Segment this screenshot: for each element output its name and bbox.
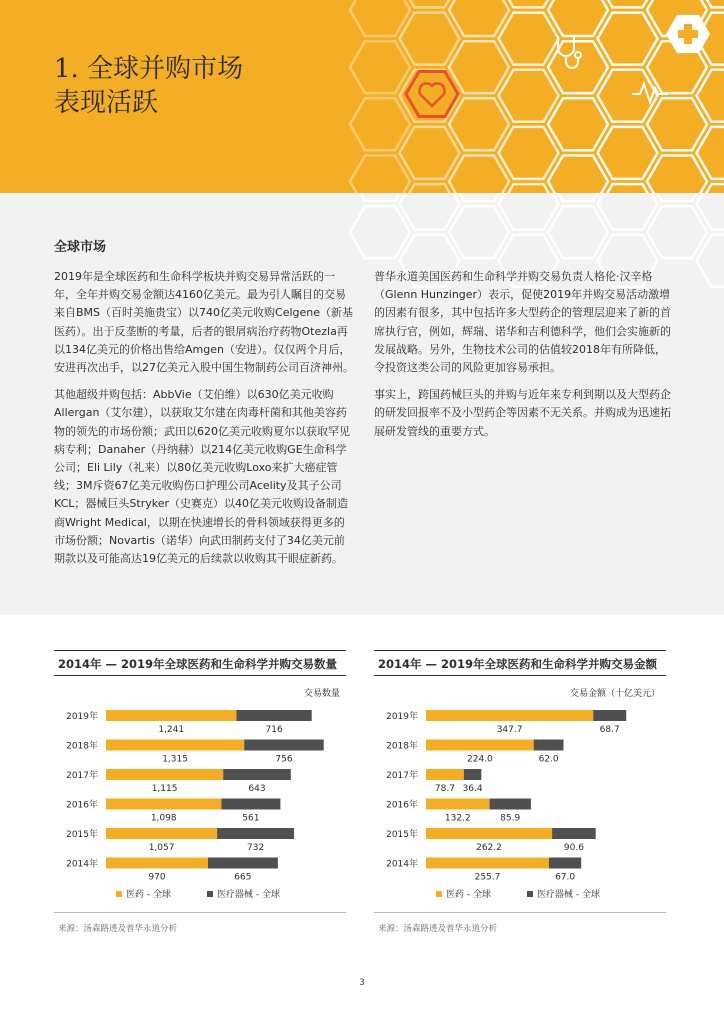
bar-segment	[426, 710, 593, 721]
hexagon-outline	[499, 127, 559, 179]
hexagon-outline	[647, 156, 707, 194]
hexagon-outline	[598, 193, 658, 230]
chart-deal-value-svg	[374, 650, 666, 940]
legend-swatch	[436, 891, 442, 897]
legend-swatch	[207, 891, 213, 897]
data-label: 262.2	[476, 843, 502, 853]
bar-segment	[490, 799, 531, 810]
bar-segment	[106, 828, 217, 839]
category-label: 2018年	[66, 741, 98, 752]
data-label: 85.9	[500, 813, 521, 824]
chart-title: 2014年 — 2019年全球医药和生命科学并购交易数量	[58, 657, 338, 671]
page-title-line1: 1. 全球并购市场	[54, 54, 244, 84]
section-heading: 全球市场	[54, 240, 107, 255]
right-column	[374, 268, 674, 450]
hexagon-outline	[449, 0, 509, 36]
data-label: 1,115	[151, 784, 178, 794]
data-label: 732	[247, 843, 265, 853]
data-label: 561	[242, 813, 260, 824]
hexagon-outline	[350, 98, 410, 150]
page-title-line2: 表现活跃	[54, 88, 159, 118]
category-label: 2019年	[386, 712, 418, 722]
left-column	[54, 268, 354, 577]
hexagon-outline	[548, 41, 608, 93]
bar-segment	[426, 769, 464, 780]
data-label: 78.7	[434, 784, 455, 794]
data-label: 643	[248, 784, 266, 794]
category-label: 2016年	[66, 800, 98, 811]
data-label: 90.6	[563, 843, 584, 853]
hexagon-outline	[449, 41, 509, 93]
hexagon-outline	[400, 193, 460, 230]
category-label: 2014年	[386, 859, 418, 870]
bar-segment	[106, 740, 244, 751]
category-label: 2015年	[386, 830, 418, 840]
category-label: 2014年	[66, 859, 98, 870]
legend-label: 医疗器械 - 全球	[217, 890, 280, 900]
data-label: 62.0	[538, 754, 559, 765]
hexagon-outline	[499, 193, 559, 230]
header-banner	[0, 0, 724, 193]
heart-icon	[406, 72, 458, 117]
bar-segment	[426, 828, 552, 839]
bar-segment	[217, 828, 294, 839]
category-label: 2017年	[386, 771, 418, 781]
hexagon-outline	[400, 13, 460, 65]
data-label: 347.7	[496, 725, 523, 735]
data-label: 970	[148, 872, 166, 883]
legend-label: 医药 - 全球	[126, 890, 171, 900]
bar-segment	[534, 740, 564, 751]
hexagon-outline	[548, 206, 608, 258]
chart-source: 来源：汤森路透及普华永道分析	[378, 924, 498, 934]
data-label: 132.2	[444, 813, 471, 824]
chart-source: 来源：汤森路透及普华永道分析	[58, 924, 178, 934]
paragraph: 其他超级并购包括：AbbVie（艾伯维）以630亿美元收购Allergan（艾尔建），以获取艾尔建在肉毒杆菌和其他美容药物的领先的市场份额；武田以620亿美元收购夏尔以获取罕见病专利；Danaher（丹纳赫）以214亿美元收购GE生命科学公司；Eli Lily（礼来）以80亿美元收购Loxo来扩大癌症管线；3M斥资67亿美元收购伤口护理公司Acelity及其子公司KCL；器械巨头Stryker（史赛克）以40亿美元收购设备制造商Wright Medical，以期在快速增长的骨科领域获得更多的市场份额；Novartis（诺华）向武田制药支付了34亿美元前期款以及可能高达19亿美元的后续款以收购其干眼症新药。	[54, 388, 350, 566]
paragraph: 普华永道美国医药和生命科学并购交易负责人格伦·汉辛格（Glenn Hunzinger）表示，促使2019年并购交易活动激增的因素有很多，其中包括许多大型药企的管理层迎来了新的首席执行官，例如，辉瑞、诺华和吉利德科学，他们会实施新的发展战略。另外，生物技术公司的估值较2018年有所降低，令投资这类公司的风险更加容易承担。	[374, 270, 671, 375]
data-label: 756	[275, 754, 293, 765]
bar-segment	[106, 769, 223, 780]
bar-segment	[223, 769, 291, 780]
bar-segment	[426, 799, 490, 810]
hexagon-outline	[697, 193, 724, 230]
bar-segment	[426, 858, 549, 869]
bar-segment	[106, 710, 236, 721]
bar-segment	[426, 740, 534, 751]
medical-cross-icon	[666, 15, 710, 53]
data-label: 224.0	[467, 754, 493, 765]
hexagon-outline	[449, 206, 509, 258]
hexagon-outline	[449, 156, 509, 194]
hexagon-outline	[598, 127, 658, 179]
chart-unit-label: 交易数量	[303, 689, 340, 699]
data-label: 255.7	[474, 872, 501, 883]
hexagon-outline	[647, 206, 707, 258]
bar-segment	[464, 769, 482, 780]
bar-segment	[106, 799, 221, 810]
chart-title: 2014年 — 2019年全球医药和生命科学并购交易金额	[378, 657, 658, 671]
hexagon-outline	[499, 70, 559, 122]
paragraph: 2019年是全球医药和生命科学板块并购交易异常活跃的一年，全年并购交易金额达4160亿美元。最为引人瞩目的交易来自BMS（百时美施贵宝）以740亿美元收购Celgene（新基医药）。出于反垄断的考量，后者的银屑病治疗药物Otezla再以134亿美元的价格出售给Amgen（安进）。仅仅两个月后，安进再次出手，以27亿美元入股中国生物制药公司百济神州。	[54, 270, 354, 375]
page-title	[54, 52, 243, 120]
hexagon-outline	[548, 156, 608, 194]
hexagon-outline	[598, 13, 658, 65]
bar-segment	[221, 799, 280, 810]
hexagon-outline	[548, 0, 608, 36]
legend-swatch	[116, 891, 122, 897]
hexagon-outline	[350, 0, 410, 36]
hexagon-outline	[548, 98, 608, 150]
category-label: 2017年	[66, 771, 98, 781]
chart-deal-count	[54, 650, 346, 940]
bar-segment	[549, 858, 581, 869]
hexagon-outline	[647, 98, 707, 150]
legend-label: 医药 - 全球	[446, 890, 491, 900]
category-label: 2015年	[66, 830, 98, 840]
data-label: 1,057	[148, 843, 175, 853]
data-label: 1,098	[150, 813, 177, 824]
data-label: 1,315	[162, 754, 188, 765]
data-label: 1,241	[158, 725, 185, 735]
bar-segment	[593, 710, 626, 721]
category-label: 2019年	[66, 712, 98, 722]
chart-deal-count-svg	[54, 650, 346, 940]
category-label: 2018年	[386, 741, 418, 752]
data-label: 36.4	[462, 784, 483, 794]
data-label: 665	[234, 872, 252, 883]
hexagon-outline	[499, 13, 559, 65]
legend-label: 医疗器械 - 全球	[537, 890, 600, 900]
hexagon-outline	[449, 98, 509, 150]
bar-segment	[236, 710, 311, 721]
bar-segment	[552, 828, 596, 839]
category-label: 2016年	[386, 800, 418, 811]
bar-segment	[106, 858, 208, 869]
data-label: 68.7	[599, 725, 620, 735]
hexagon-outline	[350, 206, 410, 258]
chart-unit-label: 交易金额（十亿美元）	[569, 689, 660, 699]
legend-swatch	[527, 891, 533, 897]
hexagon-outline	[350, 41, 410, 93]
chart-deal-value	[374, 650, 666, 940]
bar-segment	[244, 740, 324, 751]
hexagon-outline	[350, 156, 410, 194]
hexagon-outline	[400, 127, 460, 179]
data-label: 67.0	[555, 872, 576, 883]
paragraph: 事实上，跨国药械巨头的并购与近年来专利到期以及大型药企的研发回报率不及小型药企等因素不无关系。并购成为迅速拓展研发管线的重要方式。	[374, 388, 671, 438]
page-number: 3	[359, 978, 365, 988]
bar-segment	[208, 858, 278, 869]
data-label: 716	[265, 725, 283, 735]
